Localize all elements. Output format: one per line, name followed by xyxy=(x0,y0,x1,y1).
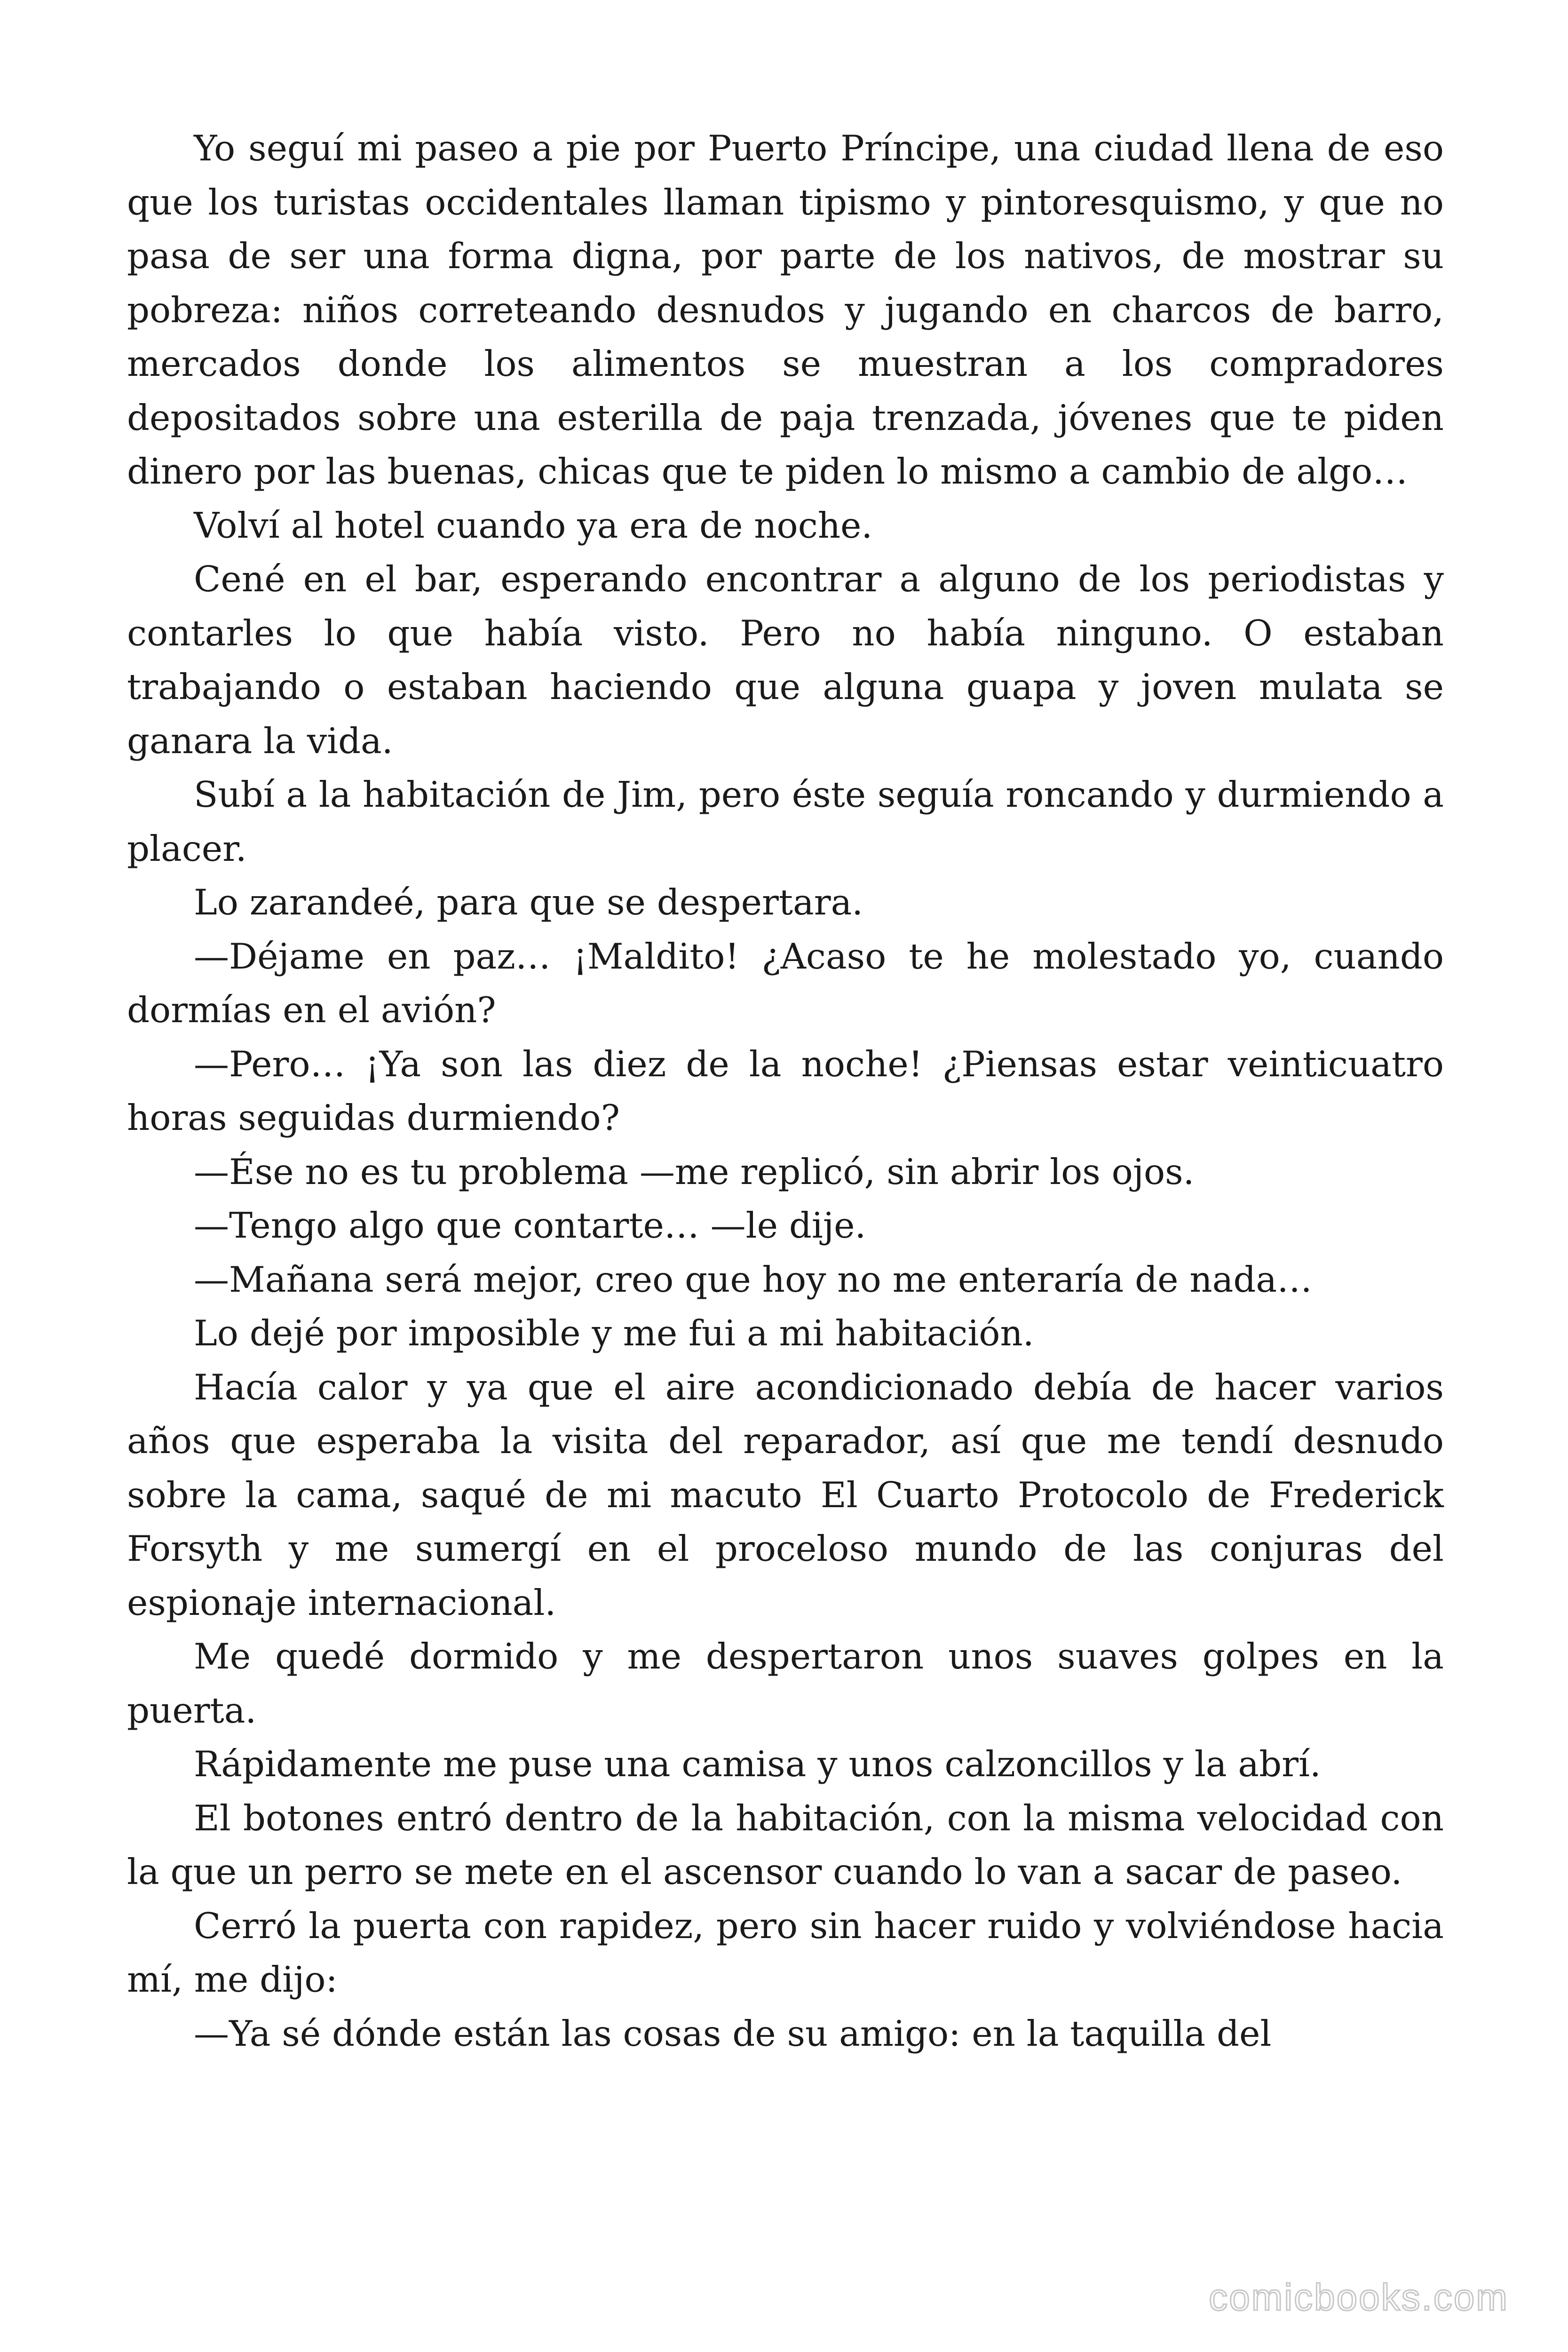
dialogue-paragraph: —Tengo algo que contarte… —le dije. xyxy=(194,1205,866,1246)
dialogue-paragraph: —Ése no es tu problema —me replicó, sin abrir los ojos. xyxy=(194,1151,1195,1192)
paragraph: Rápidamente me puse una camisa y unos calzoncillos y la abrí. xyxy=(194,1743,1321,1785)
paragraph: Cerró la puerta con rapidez, pero sin hacer ruido y volviéndose hacia mí, me dijo: xyxy=(127,1905,1444,2000)
dialogue-paragraph: —Mañana será mejor, creo que hoy no me enteraría de nada… xyxy=(194,1258,1313,1300)
paragraph: Cené en el bar, esperando encontrar a alguno de los periodistas y contarles lo que había visto. Pero no había ninguno. O estaban trabajando o estaban haciendo que alguna guapa y joven mulata se ganara la vida. xyxy=(127,558,1444,762)
watermark: comicbooks.com xyxy=(1209,2276,1509,2318)
paragraph: Lo zarandeé, para que se despertara. xyxy=(194,882,863,923)
paragraph: Volví al hotel cuando ya era de noche. xyxy=(194,504,873,546)
page-body-text xyxy=(127,121,1444,2060)
dialogue-paragraph: —Pero… ¡Ya son las diez de la noche! ¿Piensas estar veinticuatro horas seguidas durmiendo? xyxy=(127,1043,1444,1138)
dialogue-paragraph: —Ya sé dónde están las cosas de su amigo: en la taquilla del xyxy=(194,2012,1272,2054)
paragraph: Hacía calor y ya que el aire acondicionado debía de hacer varios años que esperaba la visita del reparador, así que me tendí desnudo sobre la cama, saqué de mi macuto El Cuarto Protocolo de Frederick Forsyth y me sumergí en el proceloso mundo de las conjuras del espionaje internacional. xyxy=(127,1366,1444,1623)
paragraph: Subí a la habitación de Jim, pero éste seguía roncando y durmiendo a placer. xyxy=(127,774,1444,869)
paragraph: El botones entró dentro de la habitación, con la misma velocidad con la que un perro se mete en el ascensor cuando lo van a sacar de paseo. xyxy=(127,1797,1444,1892)
paragraph: Lo dejé por imposible y me fui a mi habitación. xyxy=(194,1312,1034,1354)
dialogue-paragraph: —Déjame en paz… ¡Maldito! ¿Acaso te he molestado yo, cuando dormías en el avión? xyxy=(127,935,1444,1031)
paragraph: Yo seguí mi paseo a pie por Puerto Príncipe, una ciudad llena de eso que los turistas occidentales llaman tipismo y pintoresquismo, y que no pasa de ser una forma digna, por parte de los nativos, de mostrar su pobreza: niños correteando desnudos y jugando en charcos de barro, mercados donde los alimentos se muestran a los compradores depositados sobre una esterilla de paja trenzada, jóvenes que te piden dinero por las buenas, chicas que te piden lo mismo a cambio de algo… xyxy=(127,127,1444,492)
paragraph: Me quedé dormido y me despertaron unos suaves golpes en la puerta. xyxy=(127,1636,1444,1731)
